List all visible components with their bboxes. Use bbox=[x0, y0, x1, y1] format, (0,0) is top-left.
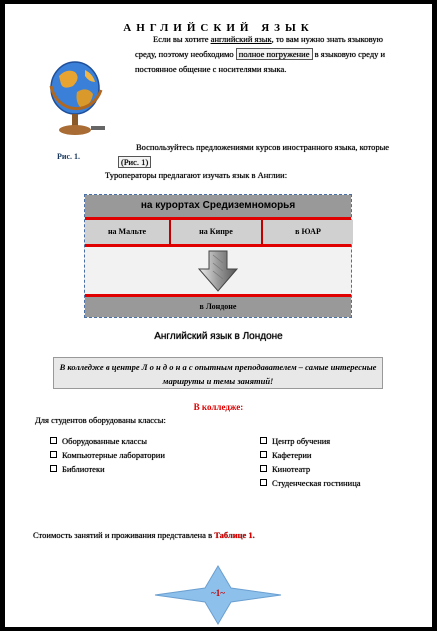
courses-paragraph bbox=[118, 140, 403, 170]
facilities-list-left bbox=[50, 434, 200, 476]
tour-operators-text: Туроператоры предлагают изучать язык в Англии: bbox=[105, 170, 288, 180]
para1-underlined: английский язык bbox=[210, 34, 272, 44]
diagram-top-bar: на курортах Средиземноморья bbox=[85, 195, 351, 220]
list-item bbox=[260, 434, 420, 448]
checkbox-icon bbox=[260, 479, 267, 486]
college-heading: В колледже: bbox=[193, 402, 244, 412]
list-item-label: Библиотеки bbox=[62, 464, 105, 474]
list-item bbox=[260, 462, 420, 476]
list-item bbox=[260, 476, 420, 490]
para1-suffix: в языковую среду и постоянное общение с носителями языка. bbox=[135, 49, 386, 74]
option-cyprus: на Кипре bbox=[171, 220, 263, 244]
intro-paragraph bbox=[135, 32, 403, 77]
list-item-label: Кинотеатр bbox=[272, 464, 311, 474]
list-item bbox=[50, 434, 200, 448]
diagram-bottom-bar: в Лондоне bbox=[85, 294, 351, 317]
para2-text: Воспользуйтесь предложениями курсов иностранного языка, которые bbox=[136, 142, 390, 152]
arrow-down-icon bbox=[195, 249, 241, 293]
para1-prefix: Если вы хотите bbox=[153, 34, 211, 44]
section-subtitle: Английский язык в Лондоне bbox=[154, 331, 283, 342]
college-quote: В колледже в центре Л о н д о н а с опытным преподавателем – самые интересные маршруты и темы занятий! bbox=[53, 357, 383, 389]
option-malta: на Мальте bbox=[85, 220, 171, 244]
globe-icon bbox=[45, 56, 107, 140]
para1-middle: , то вам нужно знать языковую среду, поэтому необходимо bbox=[135, 34, 383, 59]
checkbox-icon bbox=[260, 437, 267, 444]
page-number: ~1~ bbox=[211, 588, 225, 598]
document-page bbox=[5, 4, 432, 627]
footer-note bbox=[33, 530, 255, 540]
diagram-options-row bbox=[85, 220, 351, 247]
checkbox-icon bbox=[50, 437, 57, 444]
footer-text: Стоимость занятий и проживания представлена в bbox=[33, 530, 215, 540]
facilities-list-right bbox=[260, 434, 420, 490]
list-item-label: Кафетерии bbox=[272, 450, 312, 460]
list-item-label: Компьютерные лаборатории bbox=[62, 450, 165, 460]
checkbox-icon bbox=[260, 465, 267, 472]
document-title: АНГЛИЙСКИЙ ЯЗЫК bbox=[123, 22, 314, 34]
list-item-label: Центр обучения bbox=[272, 436, 331, 446]
list-item bbox=[50, 462, 200, 476]
option-south-africa: в ЮАР bbox=[263, 220, 353, 244]
checkbox-icon bbox=[260, 451, 267, 458]
list-item bbox=[50, 448, 200, 462]
checkbox-icon bbox=[50, 465, 57, 472]
destinations-diagram bbox=[84, 194, 352, 318]
table-reference: Таблице 1. bbox=[214, 530, 255, 540]
list-item bbox=[260, 448, 420, 462]
figure-reference: (Рис. 1) bbox=[118, 156, 151, 168]
figure-caption: Рис. 1. bbox=[57, 152, 81, 161]
list-item-label: Студенческая гостиница bbox=[272, 478, 361, 488]
checkbox-icon bbox=[50, 451, 57, 458]
para1-highlight: полное погружение bbox=[236, 48, 313, 60]
facilities-intro: Для студентов оборудованы классы: bbox=[35, 415, 166, 425]
list-item-label: Оборудованные классы bbox=[62, 436, 147, 446]
